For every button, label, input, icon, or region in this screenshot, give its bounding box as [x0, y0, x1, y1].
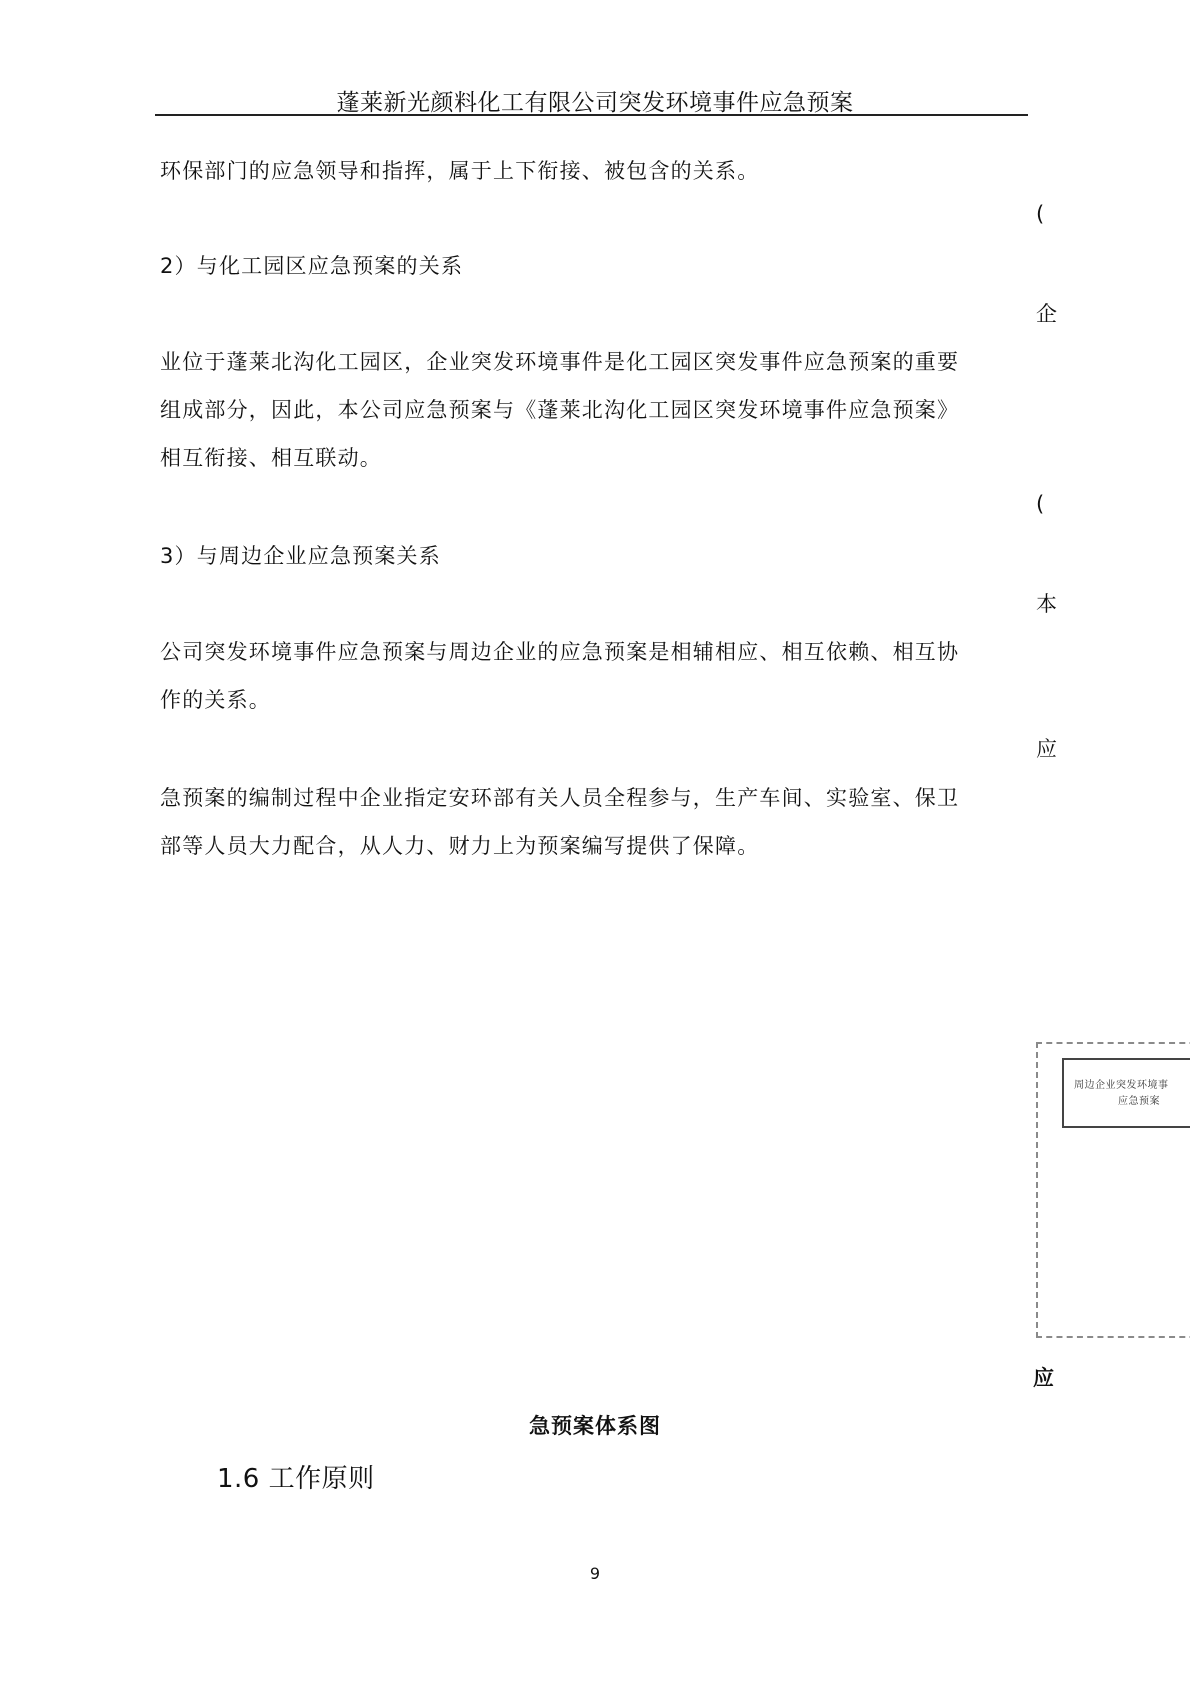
body-line-3: 组成部分，因此，本公司应急预案与《蓬莱北沟化工园区突发环境事件应急预案》	[160, 398, 960, 422]
diagram-box-label-2: 应急预案	[1118, 1096, 1160, 1107]
item-3-title: 3）与周边企业应急预案关系	[160, 544, 441, 568]
body-line-5: 公司突发环境事件应急预案与周边企业的应急预案是相辅相应、相互依赖、相互协	[160, 640, 960, 664]
figure-caption: 急预案体系图	[529, 1414, 661, 1438]
right-fragment-ying: 应	[1036, 737, 1057, 761]
body-line-4: 相互衔接、相互联动。	[160, 446, 382, 470]
caption-fragment-ying: 应	[1033, 1366, 1054, 1390]
diagram-box-label-1: 周边企业突发环境事	[1074, 1080, 1169, 1091]
section-heading: 1.6 工作原则	[217, 1464, 375, 1494]
page-header-title: 蓬莱新光颜料化工有限公司突发环境事件应急预案	[336, 90, 854, 116]
body-line-1: 环保部门的应急领导和指挥，属于上下衔接、被包含的关系。	[160, 159, 760, 183]
body-line-6: 作的关系。	[160, 688, 271, 712]
right-fragment-qi: 企	[1036, 302, 1057, 326]
emergency-plan-diagram	[1036, 1042, 1190, 1338]
body-line-8: 部等人员大力配合，从人力、财力上为预案编写提供了保障。	[160, 834, 760, 858]
diagram-box-neighbor-enterprise-plan	[1062, 1058, 1190, 1128]
page-number: 9	[589, 1564, 601, 1583]
body-line-2: 业位于蓬莱北沟化工园区，企业突发环境事件是化工园区突发事件应急预案的重要	[160, 350, 960, 374]
body-line-7: 急预案的编制过程中企业指定安环部有关人员全程参与，生产车间、实验室、保卫	[160, 786, 960, 810]
right-fragment-paren-1: (	[1036, 202, 1045, 226]
item-2-title: 2）与化工园区应急预案的关系	[160, 254, 464, 278]
right-fragment-ben: 本	[1036, 592, 1057, 616]
header-rule	[155, 114, 1028, 116]
right-fragment-paren-2: (	[1036, 492, 1045, 516]
